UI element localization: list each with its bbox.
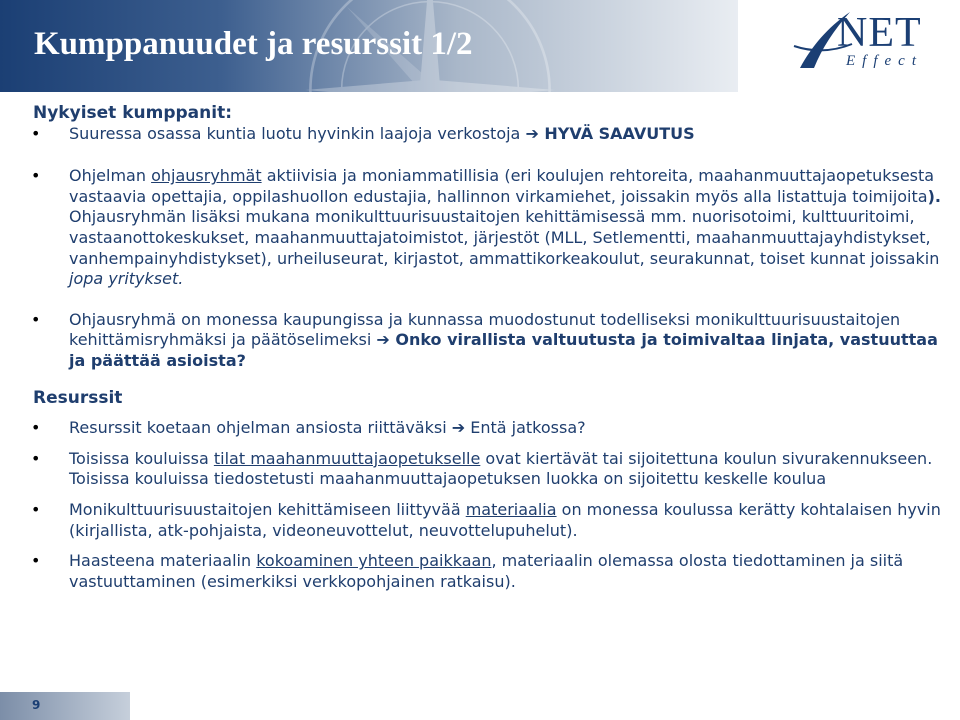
slide-content bbox=[33, 103, 943, 592]
underlined-term: materiaalia bbox=[465, 499, 557, 519]
page-number: 9 bbox=[32, 698, 41, 712]
partners-heading: Nykyiset kumppanit: bbox=[33, 103, 233, 123]
list-item bbox=[33, 124, 943, 145]
underlined-term: kokoaminen yhteen paikkaan bbox=[256, 551, 492, 571]
bullet-text: Ohjausryhmä on monessa kaupungissa ja kunnassa muodostunut todelliseksi monikulttuurisuustaitojen kehittämisryhmäksi ja päätöselimeksi bbox=[69, 309, 901, 350]
footer-bar bbox=[0, 692, 130, 720]
bullet-text: Toisissa kouluissa bbox=[69, 448, 214, 468]
partners-list bbox=[33, 124, 943, 372]
page-title: Kumppanuudet ja resurssit 1/2 bbox=[34, 26, 473, 62]
bullet-text: Entä jatkossa? bbox=[465, 418, 586, 438]
bullet-text: Ohjausryhmän lisäksi mukana monikulttuurisuustaitojen kehittämisessä mm. nuorisotoimi, kulttuuritoimi, vastaanottokeskukset, maahanmuuttajatoimistot, järjestöt (MLL, Setlementti, maahanmuuttajayhdistykset, vanhempainyhdistykset), urheiluseurat, kirjastot, ammattikorkeakoulut, seurakunnat, toiset kunnat joissakin bbox=[69, 207, 940, 268]
title-bar bbox=[0, 0, 738, 92]
bullet-text: Resurssit koetaan ohjelman ansiosta riittäväksi bbox=[69, 418, 452, 438]
bullet-text: Suuressa osassa kuntia luotu hyvinkin laajoja verkostoja bbox=[69, 123, 526, 143]
logo-effect-text: Effect bbox=[846, 53, 923, 69]
bullet-text: on monessa koulussa kerätty kohtalaisen hyvin (kirjallista, atk-pohjaista, videoneuvottelut, neuvottelupuhelut). bbox=[69, 499, 941, 540]
bullet-text: Monikulttuurisuustaitojen kehittämiseen liittyvää bbox=[69, 499, 466, 519]
bullet-text: Ohjelman bbox=[69, 166, 152, 186]
bullet-emphasis: HYVÄ SAAVUTUS bbox=[538, 123, 695, 143]
bullet-text: , materiaalin olemassa olosta tiedottaminen ja siitä vastuuttaminen (esimerkiksi verkkopohjainen ratkaisu). bbox=[69, 551, 904, 591]
underlined-term: tilat maahanmuuttajaopetukselle bbox=[213, 448, 481, 468]
resources-heading: Resurssit bbox=[33, 387, 123, 408]
logo-net-text: NET bbox=[837, 10, 922, 56]
bullet-text: aktiivisia ja moniammatillisia (eri koulujen rehtoreita, maahanmuuttajaopetuksesta vastaavia opettajia, oppilashuollon edustajia, hallinnon virkamiehet, joissakin myös alla listattuja toimijoita bbox=[69, 166, 935, 206]
bullet-italic: jopa yritykset. bbox=[69, 269, 184, 289]
list-item bbox=[33, 551, 943, 592]
bullet-text: ovat kiertävät tai sijoitettuna koulun sivurakennukseen. Toisissa kouluissa tiedostetusti maahanmuuttajaopetuksen luokka on sijoitettu keskelle koulua bbox=[69, 448, 933, 489]
list-item bbox=[33, 310, 943, 372]
right-arrow-icon: ➔ bbox=[525, 123, 539, 143]
resources-list bbox=[33, 418, 943, 592]
bullet-emphasis: ). bbox=[927, 186, 941, 206]
bullet-text: Haasteena materiaalin bbox=[69, 551, 257, 571]
list-item bbox=[33, 418, 943, 439]
right-arrow-icon: ➔ bbox=[451, 418, 466, 438]
list-item bbox=[33, 500, 943, 541]
bullet-emphasis: Onko virallista valtuutusta ja toimivaltaa linjata, vastuuttaa ja päättää asioista? bbox=[69, 330, 938, 370]
underlined-term: ohjausryhmät bbox=[151, 166, 262, 186]
net-effect-logo bbox=[792, 6, 960, 76]
list-item bbox=[33, 166, 943, 290]
list-item bbox=[33, 449, 943, 490]
right-arrow-icon: ➔ bbox=[376, 330, 390, 350]
